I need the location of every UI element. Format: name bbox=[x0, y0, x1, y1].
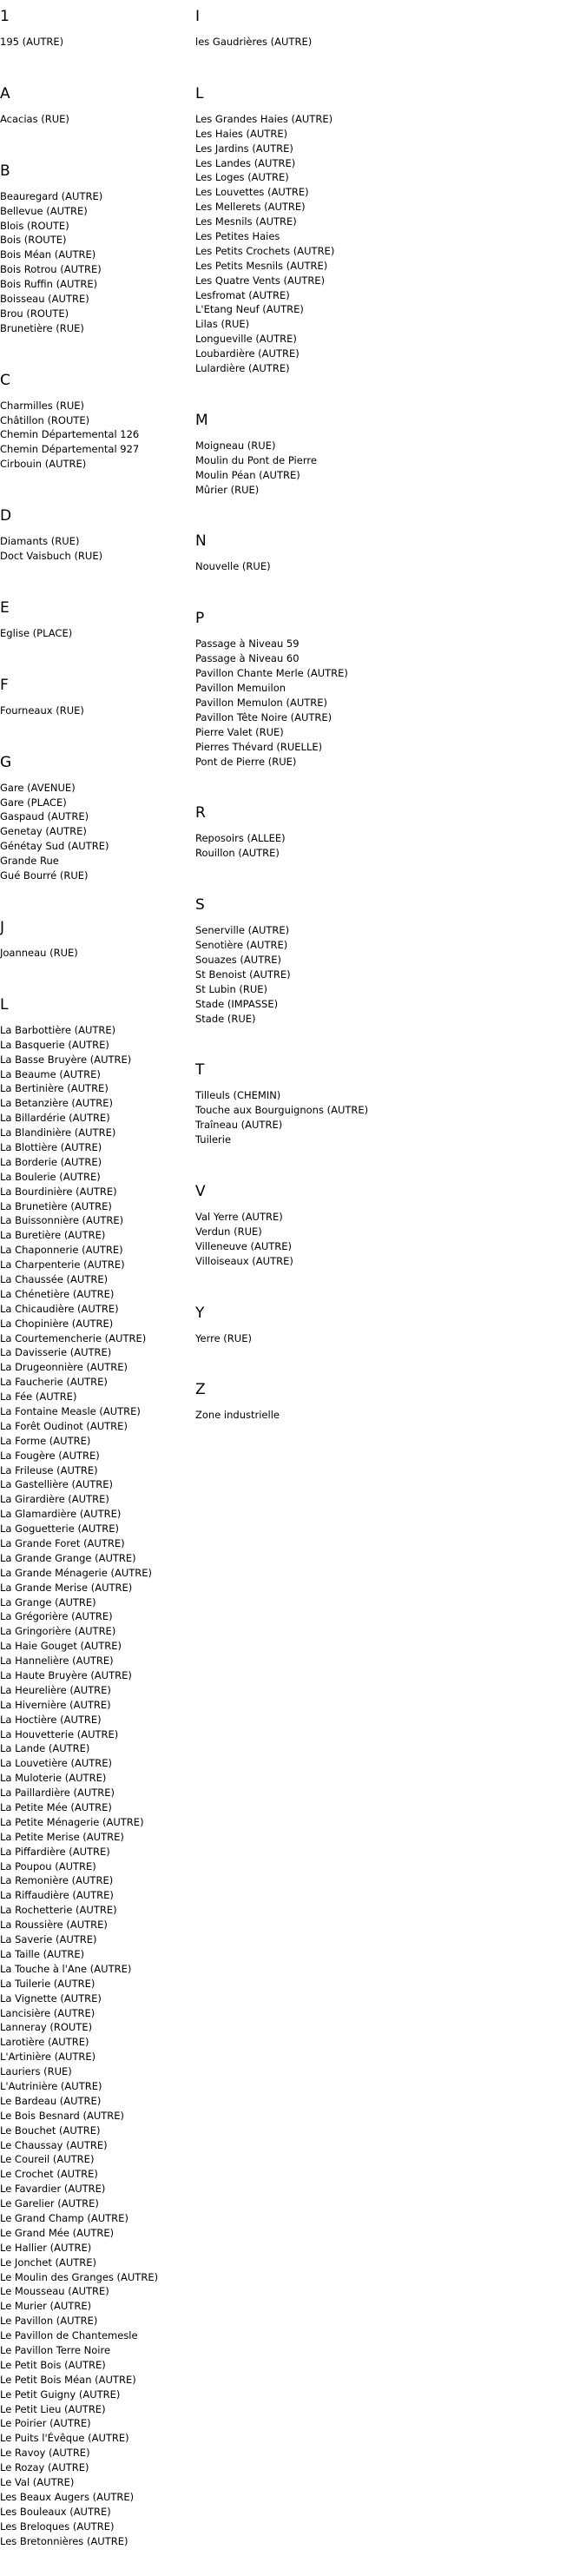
street-link[interactable]: La Bertinière (AUTRE) bbox=[0, 1082, 109, 1095]
street-link[interactable]: Larotière (AUTRE) bbox=[0, 2036, 89, 2049]
street-link[interactable]: Beauregard (AUTRE) bbox=[0, 189, 103, 202]
letter-section bbox=[195, 0, 577, 50]
street-link[interactable]: Chemin Départemental 927 bbox=[0, 443, 140, 456]
street-link[interactable]: Mûrier (RUE) bbox=[195, 483, 260, 496]
street-link[interactable]: La Heurelière (AUTRE) bbox=[0, 1683, 111, 1696]
street-link[interactable]: La Petite Mée (AUTRE) bbox=[0, 1801, 112, 1814]
street-index-column-left bbox=[0, 0, 195, 2576]
street-index-column-right bbox=[195, 0, 577, 1450]
street-link[interactable]: Charmilles (RUE) bbox=[0, 399, 85, 412]
street-link[interactable]: Le Val (AUTRE) bbox=[0, 2476, 75, 2488]
street-link[interactable]: Genetay (AUTRE) bbox=[0, 825, 87, 838]
street-link[interactable]: Passage à Niveau 59 bbox=[195, 637, 300, 651]
street-link[interactable]: Val Yerre (AUTRE) bbox=[195, 1210, 283, 1223]
street-link[interactable]: La Fougère (AUTRE) bbox=[0, 1449, 100, 1462]
street-link[interactable]: La Courtemencherie (AUTRE) bbox=[0, 1331, 147, 1344]
street-link[interactable]: Moulin du Pont de Pierre bbox=[195, 453, 317, 466]
street-link[interactable]: La Bourdinière (AUTRE) bbox=[0, 1185, 117, 1198]
street-link[interactable]: Le Poirier (AUTRE) bbox=[0, 2417, 91, 2430]
letter-section bbox=[0, 77, 195, 127]
street-link[interactable]: Joanneau (RUE) bbox=[0, 946, 78, 959]
street-link[interactable]: La Touche à l'Ane (AUTRE) bbox=[0, 1962, 132, 1975]
street-link[interactable]: St Lubin (RUE) bbox=[195, 982, 268, 995]
street-link[interactable]: La Grange (AUTRE) bbox=[0, 1595, 96, 1608]
street-link[interactable]: La Boulerie (AUTRE) bbox=[0, 1170, 101, 1183]
street-link[interactable]: Yerre (RUE) bbox=[195, 1331, 252, 1344]
street-link[interactable]: Cirbouin (AUTRE) bbox=[0, 458, 87, 471]
street-link[interactable]: 195 (AUTRE) bbox=[0, 36, 64, 48]
letter-section bbox=[0, 988, 195, 2549]
street-link[interactable]: Les Quatre Vents (AUTRE) bbox=[195, 274, 326, 287]
street-link[interactable]: La Borderie (AUTRE) bbox=[0, 1155, 102, 1168]
section-letter-heading: D bbox=[0, 507, 12, 525]
letter-section bbox=[0, 0, 195, 50]
section-letter-heading: V bbox=[195, 1182, 206, 1200]
street-link[interactable]: Lulardière (AUTRE) bbox=[195, 362, 290, 375]
street-link[interactable]: La Saverie (AUTRE) bbox=[0, 1933, 97, 1946]
street-link[interactable]: La Rochetterie (AUTRE) bbox=[0, 1904, 117, 1917]
street-link[interactable]: La Petite Ménagerie (AUTRE) bbox=[0, 1815, 144, 1828]
letter-section bbox=[0, 911, 195, 961]
street-link[interactable]: Gare (AVENUE) bbox=[0, 781, 76, 794]
letter-section bbox=[195, 77, 577, 376]
street-link[interactable]: La Houvetterie (AUTRE) bbox=[0, 1727, 119, 1740]
letter-section bbox=[195, 404, 577, 498]
street-link[interactable]: La Hoctière (AUTRE) bbox=[0, 1713, 102, 1726]
section-letter-heading: G bbox=[0, 753, 12, 771]
street-link[interactable]: Traîneau (AUTRE) bbox=[195, 1119, 283, 1132]
street-link[interactable]: La Charpenterie (AUTRE) bbox=[0, 1258, 125, 1271]
street-link[interactable]: La Riffaudière (AUTRE) bbox=[0, 1889, 114, 1902]
street-link[interactable]: Le Favardier (AUTRE) bbox=[0, 2183, 106, 2196]
street-link[interactable]: Stade (RUE) bbox=[195, 1012, 256, 1025]
letter-section bbox=[195, 1054, 577, 1147]
street-link[interactable]: Loubardière (AUTRE) bbox=[195, 347, 300, 360]
street-link[interactable]: Bois Méan (AUTRE) bbox=[0, 248, 96, 261]
street-link[interactable]: La Chaussée (AUTRE) bbox=[0, 1272, 109, 1285]
street-link[interactable]: La Hivernière (AUTRE) bbox=[0, 1698, 111, 1711]
street-link[interactable]: La Piffardière (AUTRE) bbox=[0, 1845, 110, 1858]
street-link[interactable]: Lesfromat (AUTRE) bbox=[195, 288, 290, 301]
street-link[interactable]: La Forme (AUTRE) bbox=[0, 1434, 91, 1447]
letter-section bbox=[195, 1297, 577, 1346]
street-link[interactable]: La Grande Merise (AUTRE) bbox=[0, 1581, 133, 1594]
letter-section bbox=[195, 888, 577, 1026]
street-link[interactable]: Passage à Niveau 60 bbox=[195, 652, 300, 665]
street-link[interactable]: Châtillon (ROUTE) bbox=[0, 413, 90, 426]
section-letter-heading: L bbox=[0, 995, 9, 1014]
section-letter-heading: J bbox=[0, 918, 5, 936]
street-link[interactable]: Le Grand Champ (AUTRE) bbox=[0, 2211, 128, 2224]
street-link[interactable]: Le Chaussay (AUTRE) bbox=[0, 2138, 108, 2151]
street-link[interactable]: La Buretière (AUTRE) bbox=[0, 1229, 106, 1242]
street-link[interactable]: Reposoirs (ALLEE) bbox=[195, 832, 286, 845]
street-link[interactable]: Génétay Sud (AUTRE) bbox=[0, 840, 109, 853]
section-letter-heading: L bbox=[195, 84, 204, 102]
street-link[interactable]: Les Mellerets (AUTRE) bbox=[195, 201, 306, 214]
letter-section bbox=[0, 669, 195, 718]
street-link[interactable]: Verdun (RUE) bbox=[195, 1225, 262, 1238]
street-link[interactable]: Les Bouleaux (AUTRE) bbox=[0, 2505, 111, 2518]
street-link[interactable]: Bellevue (AUTRE) bbox=[0, 204, 88, 217]
street-link[interactable]: Moigneau (RUE) bbox=[195, 439, 276, 452]
street-link[interactable]: La Davisserie (AUTRE) bbox=[0, 1346, 112, 1359]
street-link[interactable]: La Vignette (AUTRE) bbox=[0, 1991, 102, 2005]
letter-section bbox=[0, 499, 195, 564]
street-link[interactable]: La Chopinière (AUTRE) bbox=[0, 1317, 114, 1330]
street-link[interactable]: Le Mousseau (AUTRE) bbox=[0, 2285, 109, 2298]
street-link[interactable]: La Betanzière (AUTRE) bbox=[0, 1097, 113, 1110]
section-letter-heading: R bbox=[195, 804, 206, 822]
street-link[interactable]: Le Petit Bois (AUTRE) bbox=[0, 2358, 106, 2371]
street-link[interactable]: Le Pavillon de Chantemesle bbox=[0, 2329, 138, 2342]
street-link[interactable]: La Grande Foret (AUTRE) bbox=[0, 1537, 125, 1549]
section-letter-heading: C bbox=[0, 371, 10, 389]
letter-section bbox=[0, 591, 195, 641]
street-link[interactable]: La Petite Merise (AUTRE) bbox=[0, 1830, 124, 1843]
street-link[interactable]: Les Mesnils (AUTRE) bbox=[195, 215, 297, 228]
street-link[interactable]: Blois (ROUTE) bbox=[0, 219, 69, 232]
street-link[interactable]: Le Petit Lieu (AUTRE) bbox=[0, 2402, 106, 2415]
street-link[interactable]: Le Pavillon Terre Noire bbox=[0, 2343, 111, 2356]
section-letter-heading: I bbox=[195, 8, 201, 25]
street-link[interactable]: La Grande Ménagerie (AUTRE) bbox=[0, 1566, 153, 1579]
section-letter-heading: A bbox=[0, 84, 10, 102]
street-link[interactable]: Les Petits Crochets (AUTRE) bbox=[195, 244, 335, 257]
street-link[interactable]: Rouillon (AUTRE) bbox=[195, 847, 280, 860]
street-link[interactable]: Tilleuls (CHEMIN) bbox=[195, 1089, 281, 1102]
street-link[interactable]: Pierres Thévard (RUELLE) bbox=[195, 740, 323, 753]
street-link[interactable]: La Chaponnerie (AUTRE) bbox=[0, 1244, 123, 1257]
letter-section bbox=[195, 796, 577, 861]
street-link[interactable]: Boisseau (AUTRE) bbox=[0, 293, 89, 306]
street-link[interactable]: La Fée (AUTRE) bbox=[0, 1390, 77, 1404]
street-link[interactable]: La Frileuse (AUTRE) bbox=[0, 1463, 98, 1476]
street-link[interactable]: Le Rozay (AUTRE) bbox=[0, 2461, 89, 2474]
street-link[interactable]: Le Ravoy (AUTRE) bbox=[0, 2447, 90, 2460]
section-letter-heading: P bbox=[195, 610, 205, 628]
letter-section bbox=[0, 364, 195, 472]
letter-section bbox=[195, 1175, 577, 1269]
section-letter-heading: Z bbox=[195, 1381, 206, 1399]
street-link[interactable]: Brou (ROUTE) bbox=[0, 307, 69, 320]
street-link[interactable]: Les Louvettes (AUTRE) bbox=[195, 186, 309, 199]
street-link[interactable]: Lilas (RUE) bbox=[195, 318, 250, 331]
street-link[interactable]: Le Bois Besnard (AUTRE) bbox=[0, 2109, 125, 2122]
street-link[interactable]: La Lande (AUTRE) bbox=[0, 1742, 90, 1755]
street-link[interactable]: Pavillon Tête Noire (AUTRE) bbox=[195, 710, 333, 723]
street-link[interactable]: Gaspaud (AUTRE) bbox=[0, 810, 89, 823]
section-letter-heading: E bbox=[0, 598, 10, 617]
street-link[interactable]: Villeneuve (AUTRE) bbox=[195, 1239, 293, 1252]
section-letter-heading: M bbox=[195, 411, 208, 429]
street-link[interactable]: Lancisière (AUTRE) bbox=[0, 2006, 95, 2019]
street-link[interactable]: Les Petites Haies bbox=[195, 230, 280, 243]
street-link[interactable]: La Basquerie (AUTRE) bbox=[0, 1038, 109, 1051]
street-link[interactable]: L'Autrinière (AUTRE) bbox=[0, 2079, 102, 2092]
street-link[interactable]: Pavillon Memuilon bbox=[195, 682, 286, 695]
street-link[interactable]: Pavillon Chante Merle (AUTRE) bbox=[195, 667, 348, 680]
street-link[interactable]: Tuilerie bbox=[195, 1133, 232, 1146]
street-link[interactable]: La Gastellière (AUTRE) bbox=[0, 1478, 114, 1491]
street-link[interactable]: St Benoist (AUTRE) bbox=[195, 968, 291, 981]
street-link[interactable]: La Taille (AUTRE) bbox=[0, 1947, 85, 1960]
street-link[interactable]: Bois Rotrou (AUTRE) bbox=[0, 263, 102, 276]
section-letter-heading: B bbox=[0, 162, 10, 180]
street-link[interactable]: Le Petit Guigny (AUTRE) bbox=[0, 2388, 121, 2401]
street-link[interactable]: Diamants (RUE) bbox=[0, 535, 80, 548]
street-link[interactable]: Brunetière (RUE) bbox=[0, 321, 84, 334]
street-link[interactable]: La Roussière (AUTRE) bbox=[0, 1919, 108, 1932]
street-link[interactable]: Bois (ROUTE) bbox=[0, 234, 67, 247]
street-link[interactable]: Pierre Valet (RUE) bbox=[195, 725, 284, 738]
street-link[interactable]: La Glamardière (AUTRE) bbox=[0, 1508, 122, 1521]
section-letter-heading: S bbox=[195, 896, 205, 915]
street-link[interactable]: Le Pavillon (AUTRE) bbox=[0, 2315, 98, 2328]
letter-section bbox=[0, 155, 195, 336]
street-link[interactable]: La Chicaudière (AUTRE) bbox=[0, 1302, 119, 1315]
street-link[interactable]: Le Coureil (AUTRE) bbox=[0, 2153, 95, 2166]
street-link[interactable]: Le Bardeau (AUTRE) bbox=[0, 2094, 102, 2107]
street-link[interactable]: La Hannelière (AUTRE) bbox=[0, 1655, 114, 1668]
street-link[interactable]: La Barbottière (AUTRE) bbox=[0, 1023, 116, 1036]
street-link[interactable]: Les Landes (AUTRE) bbox=[195, 156, 296, 169]
street-link[interactable]: Les Jardins (AUTRE) bbox=[195, 142, 293, 155]
street-link[interactable]: Le Murier (AUTRE) bbox=[0, 2300, 92, 2313]
street-link[interactable]: La Grande Grange (AUTRE) bbox=[0, 1551, 136, 1564]
street-link[interactable]: La Brunetière (AUTRE) bbox=[0, 1199, 112, 1212]
letter-section bbox=[195, 1373, 577, 1423]
street-link[interactable]: Le Grand Mée (AUTRE) bbox=[0, 2226, 115, 2239]
street-link[interactable]: Le Bouchet (AUTRE) bbox=[0, 2124, 101, 2137]
street-link[interactable]: La Drugeonnière (AUTRE) bbox=[0, 1361, 128, 1374]
street-link[interactable]: La Haute Bruyère (AUTRE) bbox=[0, 1669, 132, 1682]
street-link[interactable]: La Buissonnière (AUTRE) bbox=[0, 1214, 124, 1227]
street-link[interactable]: La Gringorière (AUTRE) bbox=[0, 1625, 116, 1638]
street-link[interactable]: La Basse Bruyère (AUTRE) bbox=[0, 1053, 132, 1066]
street-link[interactable]: Longueville (AUTRE) bbox=[195, 333, 297, 346]
street-link[interactable]: La Girardière (AUTRE) bbox=[0, 1493, 109, 1506]
street-link[interactable]: Les Haies (AUTRE) bbox=[195, 127, 288, 140]
street-link[interactable]: La Haie Gouget (AUTRE) bbox=[0, 1640, 122, 1653]
street-link[interactable]: Gué Bourré (RUE) bbox=[0, 869, 89, 882]
street-link[interactable]: La Tuilerie (AUTRE) bbox=[0, 1977, 95, 1990]
street-link[interactable]: Grande Rue bbox=[0, 855, 59, 868]
street-link[interactable]: L'Etang Neuf (AUTRE) bbox=[195, 303, 304, 316]
street-link[interactable]: La Grégorière (AUTRE) bbox=[0, 1610, 113, 1623]
street-link[interactable]: Les Loges (AUTRE) bbox=[195, 171, 289, 184]
section-letter-heading: Y bbox=[195, 1304, 205, 1322]
street-link[interactable]: Moulin Péan (AUTRE) bbox=[195, 468, 300, 481]
street-link[interactable]: Fourneaux (RUE) bbox=[0, 703, 84, 717]
street-link[interactable]: Zone industrielle bbox=[195, 1409, 280, 1422]
street-link[interactable]: Lanneray (ROUTE) bbox=[0, 2021, 93, 2034]
street-link[interactable]: Chemin Départemental 126 bbox=[0, 428, 140, 441]
street-link[interactable]: les Gaudrières (AUTRE) bbox=[195, 36, 313, 48]
street-link[interactable]: Nouvelle (RUE) bbox=[195, 560, 271, 573]
letter-section bbox=[195, 602, 577, 769]
section-letter-heading: N bbox=[195, 532, 207, 551]
section-letter-heading: 1 bbox=[0, 8, 10, 25]
street-link[interactable]: Le Moulin des Granges (AUTRE) bbox=[0, 2270, 159, 2283]
street-link[interactable]: La Louvetière (AUTRE) bbox=[0, 1757, 113, 1770]
street-link[interactable]: Pont de Pierre (RUE) bbox=[195, 755, 297, 768]
street-link[interactable]: Le Jonchet (AUTRE) bbox=[0, 2256, 97, 2269]
street-link[interactable]: Touche aux Bourguignons (AUTRE) bbox=[195, 1104, 369, 1117]
street-link[interactable]: Doct Vaisbuch (RUE) bbox=[0, 550, 103, 563]
street-link[interactable]: La Forêt Oudinot (AUTRE) bbox=[0, 1419, 128, 1432]
street-link[interactable]: Bois Ruffin (AUTRE) bbox=[0, 278, 98, 291]
street-link[interactable]: Le Crochet (AUTRE) bbox=[0, 2168, 98, 2181]
street-link[interactable]: La Poupou (AUTRE) bbox=[0, 1859, 96, 1873]
street-link[interactable]: Le Petit Bois Méan (AUTRE) bbox=[0, 2373, 136, 2386]
street-link[interactable]: Les Grandes Haies (AUTRE) bbox=[195, 112, 333, 125]
section-letter-heading: T bbox=[195, 1061, 205, 1080]
street-link[interactable]: Les Petits Mesnils (AUTRE) bbox=[195, 259, 328, 272]
street-link[interactable]: Senerville (AUTRE) bbox=[195, 924, 290, 937]
street-link[interactable]: Les Bretonnières (AUTRE) bbox=[0, 2534, 128, 2547]
street-link[interactable]: La Beaume (AUTRE) bbox=[0, 1067, 101, 1080]
street-link[interactable]: La Remonière (AUTRE) bbox=[0, 1874, 114, 1887]
street-link[interactable]: La Billardérie (AUTRE) bbox=[0, 1112, 110, 1125]
street-link[interactable]: La Goguetterie (AUTRE) bbox=[0, 1522, 120, 1536]
street-link[interactable]: La Blottière (AUTRE) bbox=[0, 1140, 102, 1153]
street-link[interactable]: L'Artinière (AUTRE) bbox=[0, 2051, 96, 2064]
street-link[interactable]: La Blandinière (AUTRE) bbox=[0, 1126, 116, 1139]
street-link[interactable]: Senotière (AUTRE) bbox=[195, 939, 288, 952]
street-link[interactable]: La Fontaine Measle (AUTRE) bbox=[0, 1404, 141, 1417]
street-link[interactable]: Gare (PLACE) bbox=[0, 796, 67, 809]
section-letter-heading: F bbox=[0, 676, 9, 694]
street-link[interactable]: La Paillardière (AUTRE) bbox=[0, 1787, 115, 1800]
street-link[interactable]: La Faucherie (AUTRE) bbox=[0, 1376, 108, 1389]
street-link[interactable]: Villoiseaux (AUTRE) bbox=[195, 1254, 293, 1267]
street-link[interactable]: Souazes (AUTRE) bbox=[195, 953, 281, 966]
street-link[interactable]: Le Hallier (AUTRE) bbox=[0, 2241, 92, 2254]
letter-section bbox=[0, 746, 195, 883]
street-link[interactable]: Acacias (RUE) bbox=[0, 112, 69, 125]
street-link[interactable]: Eglise (PLACE) bbox=[0, 626, 73, 639]
street-link[interactable]: La Chénetière (AUTRE) bbox=[0, 1287, 115, 1300]
street-link[interactable]: Le Puits l'Évêque (AUTRE) bbox=[0, 2432, 129, 2445]
street-link[interactable]: Les Breloques (AUTRE) bbox=[0, 2520, 115, 2533]
street-link[interactable]: Lauriers (RUE) bbox=[0, 2065, 72, 2078]
street-link[interactable]: Le Garelier (AUTRE) bbox=[0, 2197, 99, 2210]
street-link[interactable]: La Muloterie (AUTRE) bbox=[0, 1772, 107, 1785]
street-link[interactable]: Les Beaux Augers (AUTRE) bbox=[0, 2490, 135, 2503]
street-link[interactable]: Pavillon Memulon (AUTRE) bbox=[195, 696, 328, 709]
street-link[interactable]: Stade (IMPASSE) bbox=[195, 997, 279, 1010]
letter-section bbox=[195, 525, 577, 574]
